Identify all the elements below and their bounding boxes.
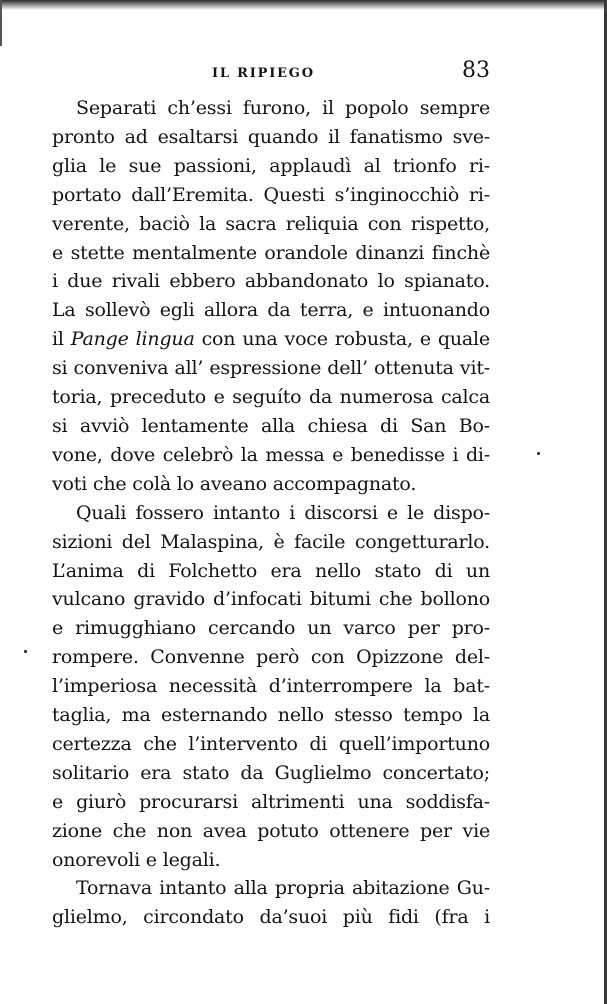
text-line: glia le sue passioni, applaudì al trionfo ri-	[52, 154, 490, 177]
text-line: si avviò lentamente alla chiesa di San Bo-	[52, 414, 490, 437]
scan-shadow-top	[0, 0, 607, 10]
text-line: Quali fossero intanto i discorsi e le dispo-	[76, 501, 490, 524]
book-page	[52, 58, 490, 932]
text-line: zione che non avea potuto ottenere per vie	[52, 819, 490, 842]
text-line: onorevoli e legali.	[52, 848, 221, 871]
text-line: sizioni del Malaspina, è facile congetturarlo.	[52, 530, 490, 553]
text-line: si conveniva all’ espressione dell’ ottenuta vit-	[52, 357, 490, 380]
running-title: IL RIPIEGO	[212, 66, 315, 81]
text-line: toria, preceduto e seguíto da numerosa calca	[52, 386, 490, 409]
text-line: vone, dove celebrò la messa e benedisse i di-	[52, 443, 490, 466]
italic-title: Pange lingua	[70, 328, 195, 351]
text-line: voti che colà lo aveano accompagnato.	[52, 472, 417, 495]
text-line: e stette mentalmente orandole dinanzi finchè	[52, 241, 490, 264]
text-line: Tornava intanto alla propria abitazione Gu-	[76, 877, 490, 900]
text-line: L’anima di Folchetto era nello stato di un	[52, 559, 490, 582]
text-line: La sollevò egli allora da terra, e intuonando	[52, 299, 490, 322]
scan-speck	[537, 452, 540, 455]
text-line: Separati ch’essi furono, il popolo sempre	[76, 97, 490, 119]
text-line: vulcano gravido d’infocati bitumi che bollono	[52, 588, 490, 611]
page-number: 83	[462, 58, 490, 83]
text-line: e giurò procurarsi altrimenti una soddisfa-	[52, 790, 490, 813]
body-text	[52, 94, 490, 932]
scan-shadow-left	[0, 0, 2, 46]
text-line: glielmo, circondato da’suoi più fidi (fra i	[52, 906, 490, 929]
text-line: portato dall’Eremita. Questi s’inginocchiò ri-	[52, 183, 490, 206]
text-line: certezza che l’intervento di quell’importuno	[52, 732, 490, 755]
text-line: l’imperiosa necessità d’interrompere la bat-	[52, 675, 490, 698]
text-line: solitario era stato da Guglielmo concertato;	[52, 761, 490, 784]
scan-speck	[24, 650, 27, 653]
text-line: rompere. Convenne però con Opizzone del-	[52, 646, 490, 669]
text-line: verente, baciò la sacra reliquia con rispetto,	[52, 212, 490, 235]
text-line: i due rivali ebbero abbandonato lo spianato.	[52, 270, 490, 293]
text-line: e rimugghiano cercando un varco per pro-	[52, 617, 490, 640]
text-line: pronto ad esaltarsi quando il fanatismo sve-	[52, 125, 490, 148]
text-line: il Pange lingua con una voce robusta, e quale	[52, 328, 490, 351]
text-line: taglia, ma esternando nello stesso tempo la	[52, 704, 490, 727]
running-head	[52, 58, 490, 94]
